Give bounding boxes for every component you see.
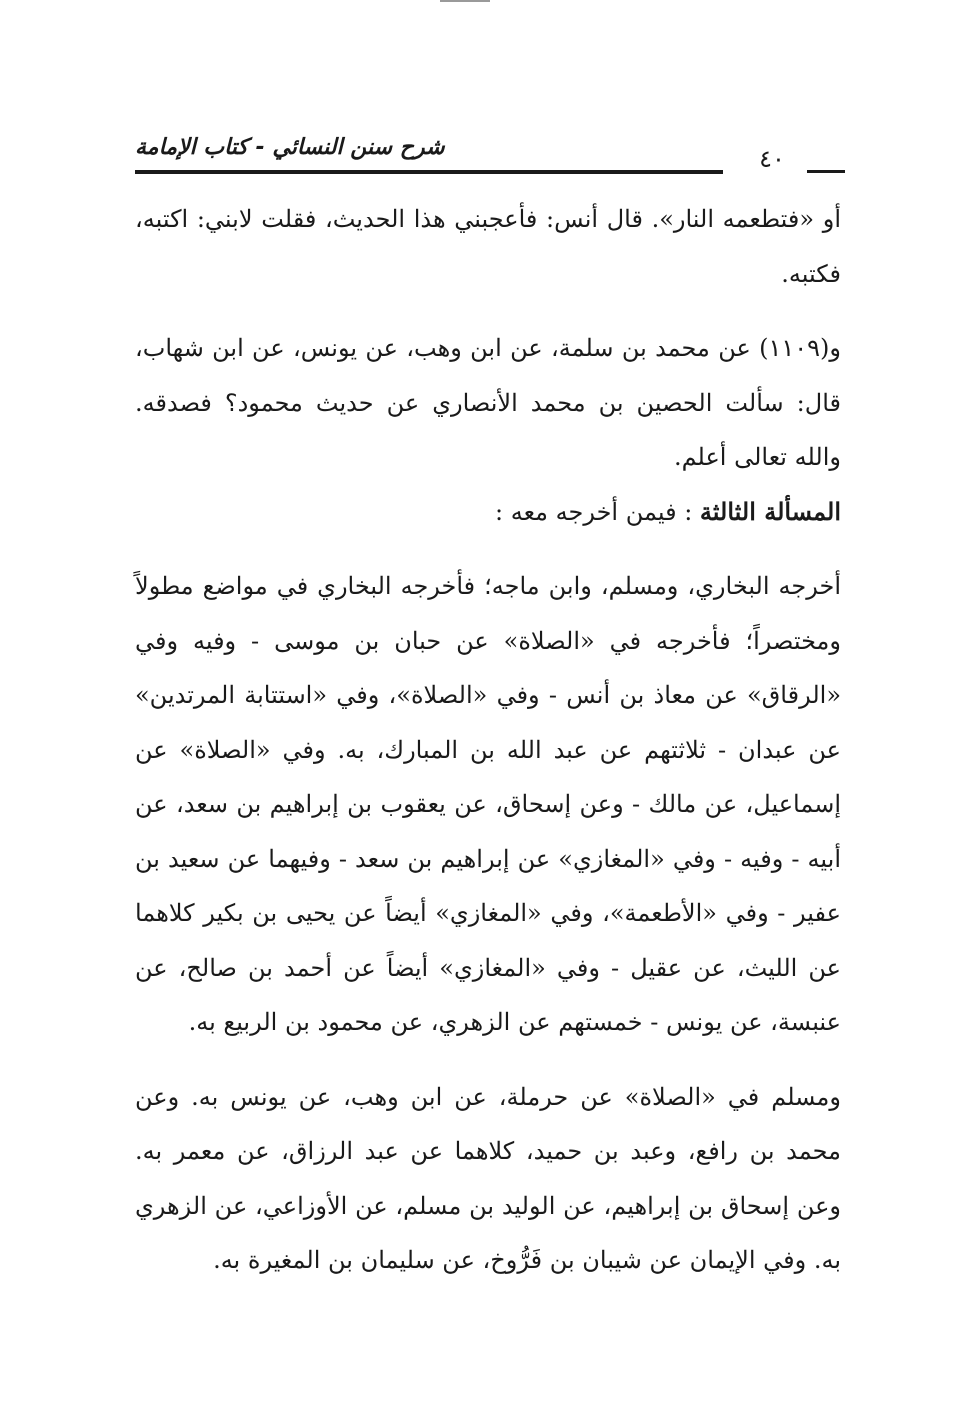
header-dash [807,170,845,173]
page-body [135,192,841,1288]
page-header [135,125,845,185]
paragraph-3: أخرجه البخاري، ومسلم، وابن ماجه؛ فأخرجه البخاري في مواضع مطولاً ومختصراً؛ فأخرجه في «الصلاة» عن حبان بن موسى - وفيه وفي «الرقاق» عن معاذ بن أنس - وفي «الصلاة»، وفي «استتابة المرتدين» عن عبدان - ثلاثتهم عن عبد الله بن المبارك، به. وفي «الصلاة» عن إسماعيل، عن مالك - وعن إسحاق، عن يعقوب بن إبراهيم بن سعد، عن أبيه - وفيه - وفي «المغازي» عن إبراهيم بن سعد - وفيهما عن سعيد بن عفير - وفي «الأطعمة»، وفي «المغازي» أيضاً عن يحيى بن بكير كلاهما عن الليث، عن عقيل - وفي «المغازي» أيضاً عن أحمد بن صالح، عن عنبسة، عن يونس - خمستهم عن الزهري، عن محمود بن الربيع به. [135,572,842,1036]
section-subtitle: : فيمن أخرجه معه : [494,497,693,526]
header-rule [135,170,723,174]
section-heading: المسألة الثالثة [699,496,841,526]
scan-top-mark [440,0,490,2]
paragraph-2: و(١١٠٩) عن محمد بن سلمة، عن ابن وهب، عن يونس، عن ابن شهاب، قال: سألت الحصين بن محمد الأنصاري عن حديث محمود؟ فصدقه. والله تعالى أعلم. [135,334,841,471]
paragraph-1: أو «فتطعمه النار». قال أنس: فأعجبني هذا الحديث، فقلت لابني: اكتبه، فكتبه. [135,205,841,288]
paragraph-gap [135,1050,841,1070]
page-number: ٤٠ [759,145,785,173]
running-title: شرح سنن النسائي - كتاب الإمامة [135,135,445,160]
section-heading-line [135,485,841,540]
paragraph-4: ومسلم في «الصلاة» عن حرملة، عن ابن وهب، عن يونس به. وعن محمد بن رافع، وعبد بن حميد، كلاهما عن عبد الرزاق، عن معمر به. وعن إسحاق بن إبراهيم، عن الوليد بن مسلم، عن الأوزاعي، عن الزهري به. وفي الإيمان عن شيبان بن فَرُّوخ، عن سليمان بن المغيرة به. [135,1082,841,1274]
paragraph-gap [135,301,841,321]
paragraph-gap [135,539,841,559]
